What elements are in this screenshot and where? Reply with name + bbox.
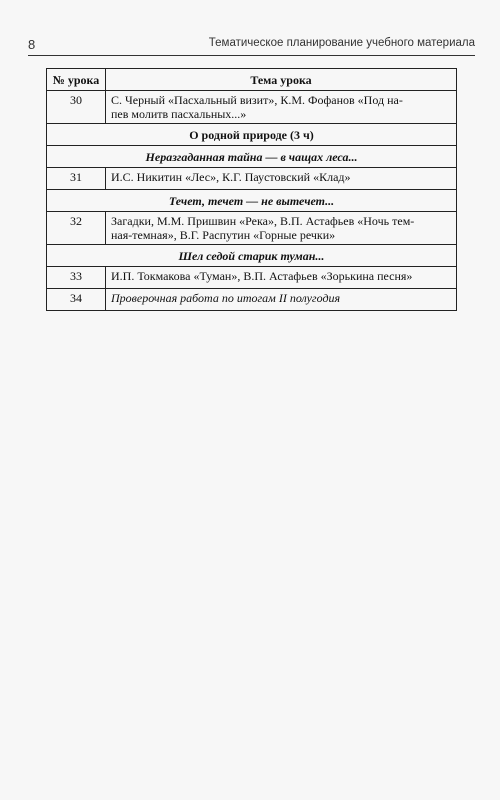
lesson-topic (106, 212, 457, 245)
subsection-row (47, 190, 457, 212)
subsection-row (47, 146, 457, 168)
lesson-topic: И.П. Токмакова «Туман», В.П. Астафьев «Зорькина песня» (106, 267, 457, 289)
subsection-title: Течет, течет — не вытечет... (47, 190, 457, 212)
subsection-row (47, 245, 457, 267)
subsection-title: Шел седой старик туман... (47, 245, 457, 267)
table-row (47, 168, 457, 190)
column-header-lesson-topic: Тема урока (106, 69, 457, 91)
lesson-topic: Проверочная работа по итогам II полугодия (106, 289, 457, 311)
lesson-topic-line: пев молитв пасхальных...» (111, 107, 247, 121)
lesson-plan-table (46, 68, 457, 311)
lesson-number: 34 (47, 289, 106, 311)
table-row (47, 267, 457, 289)
lesson-number: 33 (47, 267, 106, 289)
lesson-topic (106, 91, 457, 124)
lesson-topic-line: ная-темная», В.Г. Распутин «Горные речки» (111, 228, 336, 242)
column-header-lesson-number: № урока (47, 69, 106, 91)
lesson-topic: И.С. Никитин «Лес», К.Г. Паустовский «Клад» (106, 168, 457, 190)
subsection-title: Неразгаданная тайна — в чащах леса... (47, 146, 457, 168)
lesson-topic-line: Загадки, М.М. Пришвин «Река», В.П. Астафьев «Ночь тем- (111, 214, 415, 228)
page-number: 8 (28, 37, 36, 52)
lesson-number: 32 (47, 212, 106, 245)
table-row (47, 91, 457, 124)
section-title: О родной природе (3 ч) (47, 124, 457, 146)
table-row (47, 289, 457, 311)
lesson-number: 31 (47, 168, 106, 190)
table-row (47, 212, 457, 245)
running-header-title: Тематическое планирование учебного материала (208, 37, 475, 49)
lesson-number: 30 (47, 91, 106, 124)
section-row (47, 124, 457, 146)
running-header (28, 35, 475, 56)
table-header-row (47, 69, 457, 91)
lesson-topic-line: С. Черный «Пасхальный визит», К.М. Фофанов «Под на- (111, 93, 403, 107)
